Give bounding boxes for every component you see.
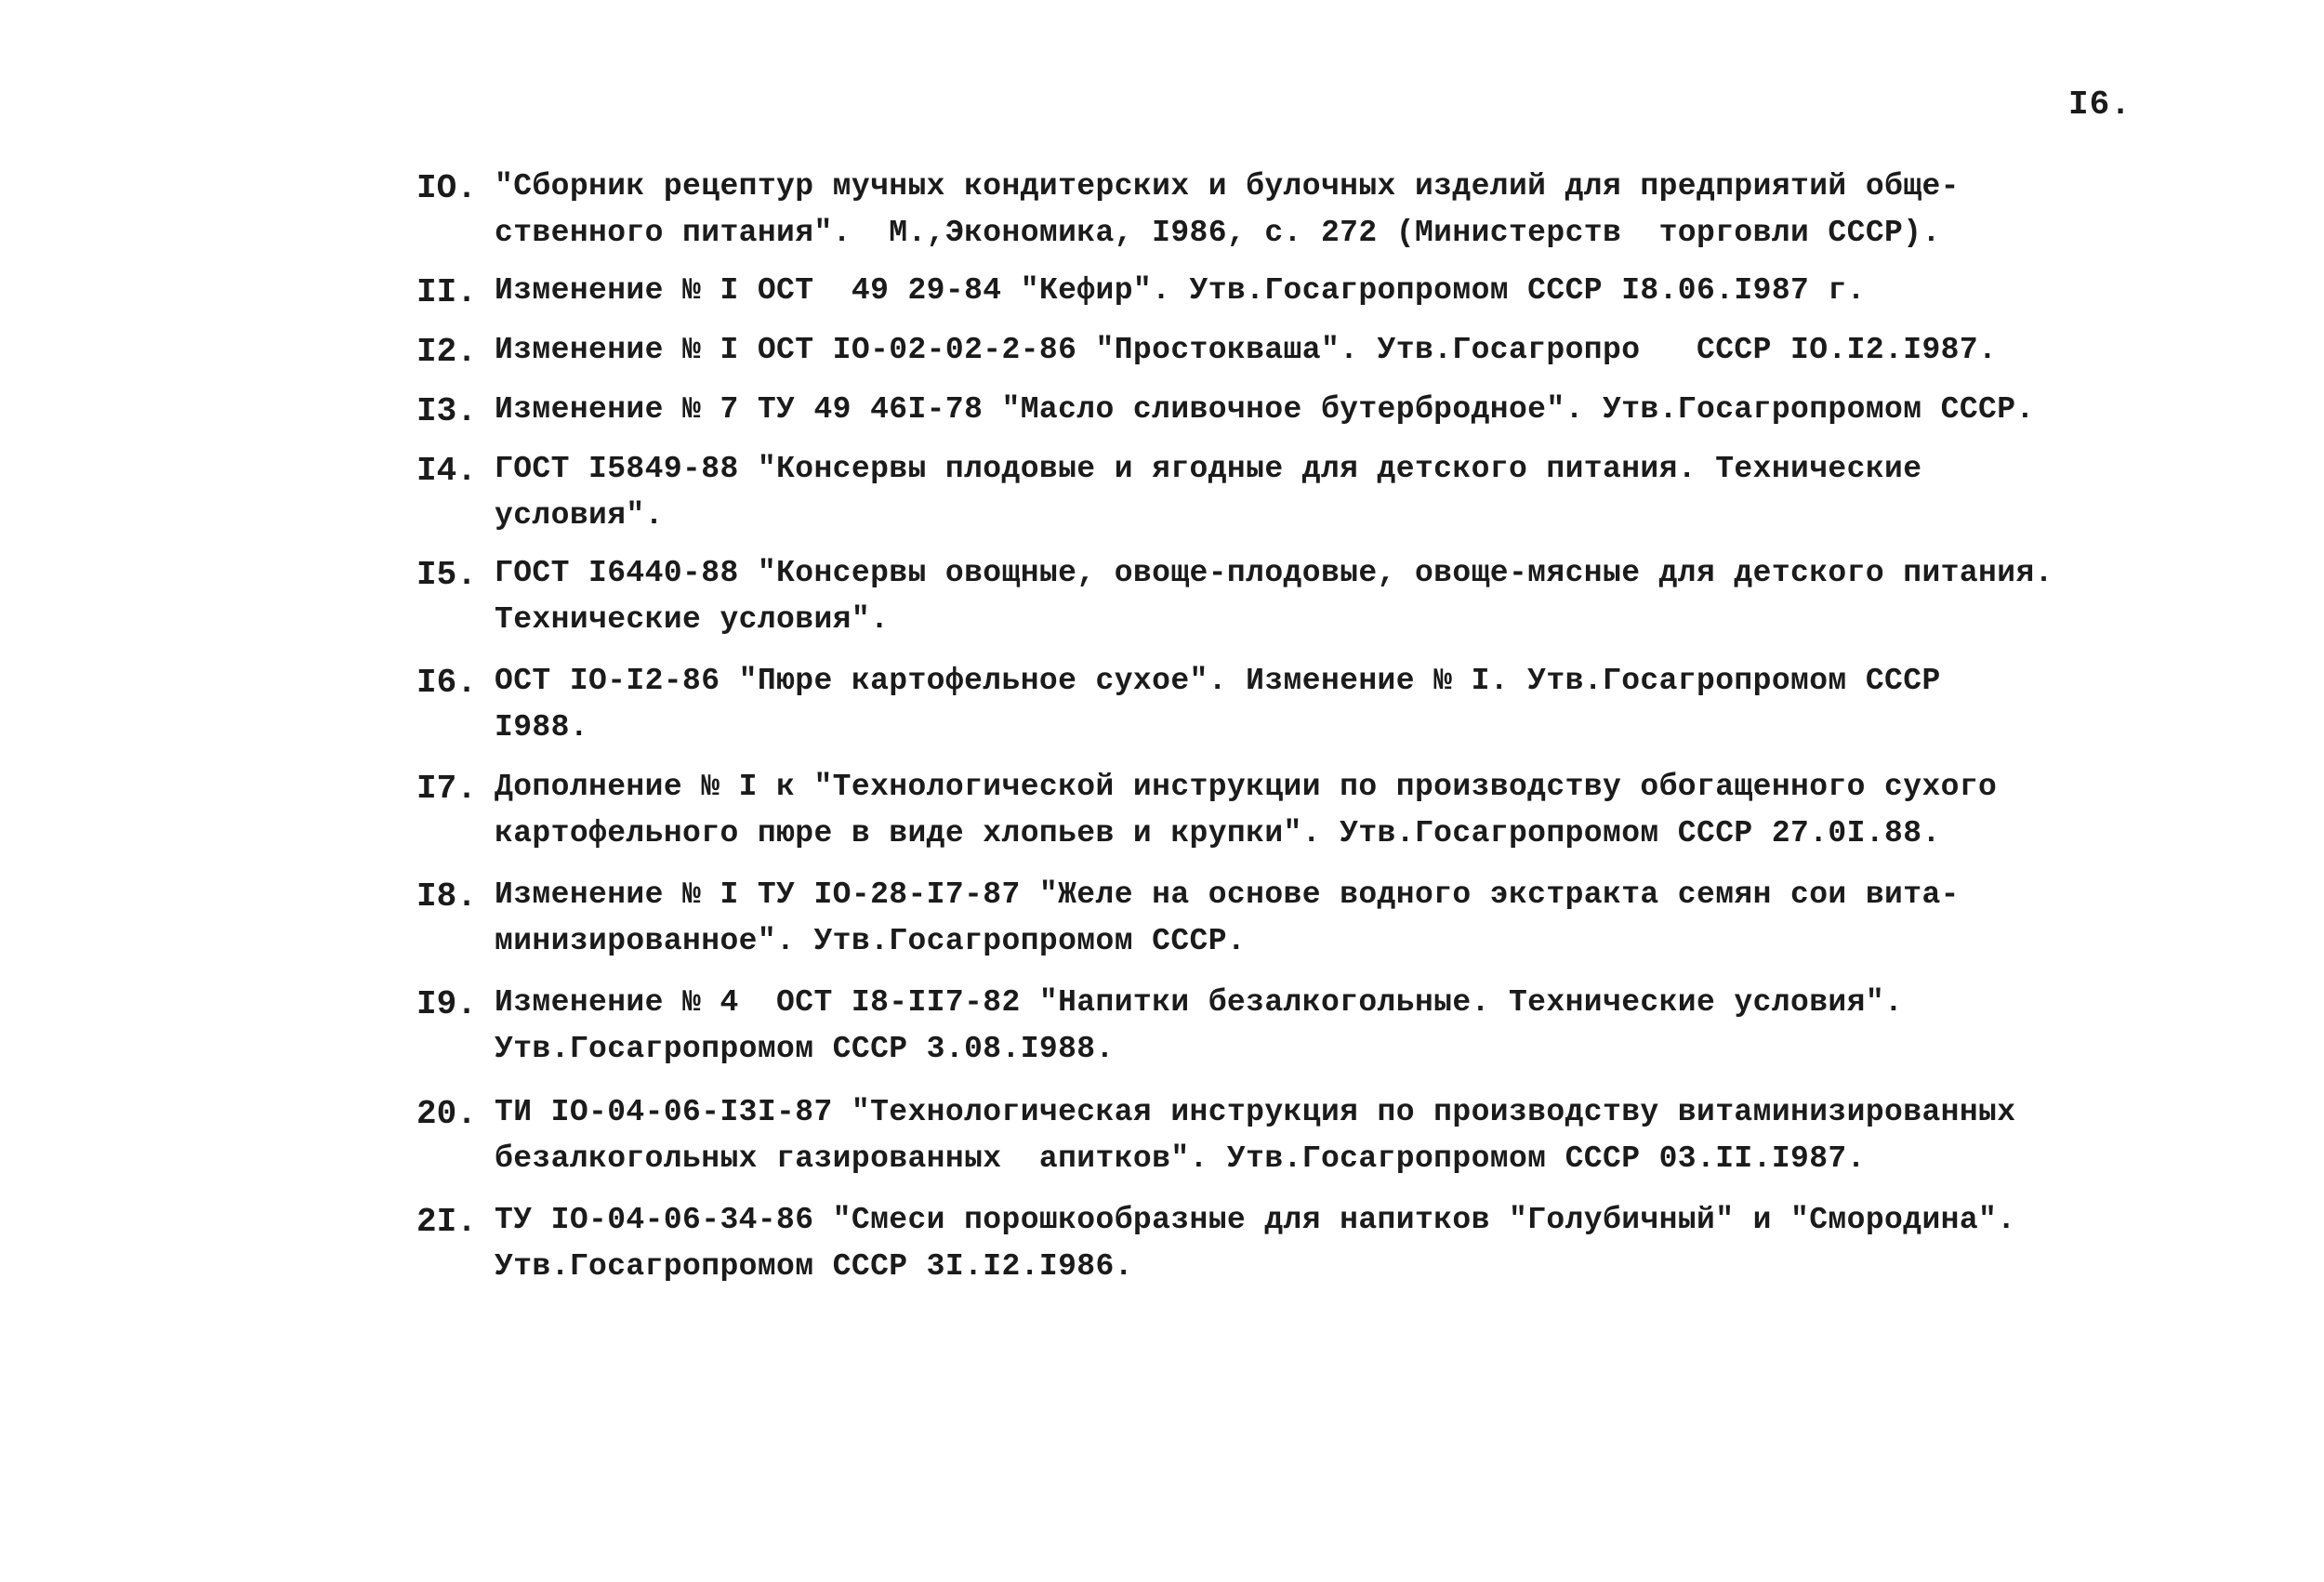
reference-number: IO. — [416, 169, 477, 207]
reference-text-line: I988. — [495, 710, 589, 745]
reference-number: I8. — [416, 877, 477, 916]
reference-text-line: Изменение № I ТУ IO-28-I7-87 "Желе на основе водного экстракта семян сои вита- — [495, 877, 1960, 912]
reference-text-line: ОСТ IO-I2-86 "Пюре картофельное сухое". Изменение № I. Утв.Госагропромом СССР — [495, 664, 1941, 698]
reference-number: I7. — [416, 770, 477, 808]
reference-text-line: ственного питания". М.,Экономика, I986, с. 272 (Министерств торговли СССР). — [495, 216, 1941, 250]
reference-number: I4. — [416, 452, 477, 490]
reference-number: I2. — [416, 333, 477, 371]
reference-text-line: минизированное". Утв.Госагропромом СССР. — [495, 924, 1247, 958]
reference-text-line: Утв.Госагропромом СССР 3I.I2.I986. — [495, 1249, 1133, 1284]
reference-number: 20. — [416, 1095, 477, 1133]
reference-text-line: Дополнение № I к "Технологической инструкции по производству обогащенного сухого — [495, 770, 1998, 804]
reference-number: I6. — [416, 664, 477, 702]
reference-number: II. — [416, 273, 477, 311]
reference-text-line: Технические условия". — [495, 602, 890, 637]
reference-text-line: ГОСТ I6440-88 "Консервы овощные, овоще-плодовые, овоще-мясные для детского питания. — [495, 556, 2053, 590]
reference-text-line: Изменение № 4 ОСТ I8-II7-82 "Напитки безалкогольные. Технические условия". — [495, 985, 1904, 1020]
reference-text-line: "Сборник рецептур мучных кондитерских и булочных изделий для предприятий обще- — [495, 169, 1960, 204]
reference-text-line: Изменение № 7 ТУ 49 46I-78 "Масло сливочное бутербродное". Утв.Госагропромом СССР. — [495, 392, 2035, 427]
reference-number: 2I. — [416, 1203, 477, 1241]
reference-number: I5. — [416, 556, 477, 594]
reference-text-line: картофельного пюре в виде хлопьев и крупки". Утв.Госагропромом СССР 27.0I.88. — [495, 816, 1941, 850]
reference-text-line: безалкогольных газированных апитков". Утв.Госагропромом СССР 03.II.I987. — [495, 1141, 1866, 1176]
reference-text-line: Изменение № I ОСТ 49 29-84 "Кефир". Утв.Госагропромом СССР I8.06.I987 г. — [495, 273, 1866, 308]
reference-text-line: ГОСТ I5849-88 "Консервы плодовые и ягодные для детского питания. Технические — [495, 452, 1922, 486]
reference-number: I9. — [416, 985, 477, 1023]
reference-text-line: ТИ IO-04-06-I3I-87 "Технологическая инструкция по производству витаминизированных — [495, 1095, 2016, 1129]
reference-text-line: Изменение № I ОСТ IO-02-02-2-86 "Простокваша". Утв.Госагропро СССР IO.I2.I987. — [495, 333, 1998, 367]
reference-text-line: условия". — [495, 498, 664, 533]
page-number: I6. — [2068, 86, 2132, 124]
reference-text-line: ТУ IO-04-06-34-86 "Смеси порошкообразные для напитков "Голубичный" и "Смородина". — [495, 1203, 2016, 1237]
reference-text-line: Утв.Госагропромом СССР 3.08.I988. — [495, 1032, 1115, 1066]
reference-number: I3. — [416, 392, 477, 430]
